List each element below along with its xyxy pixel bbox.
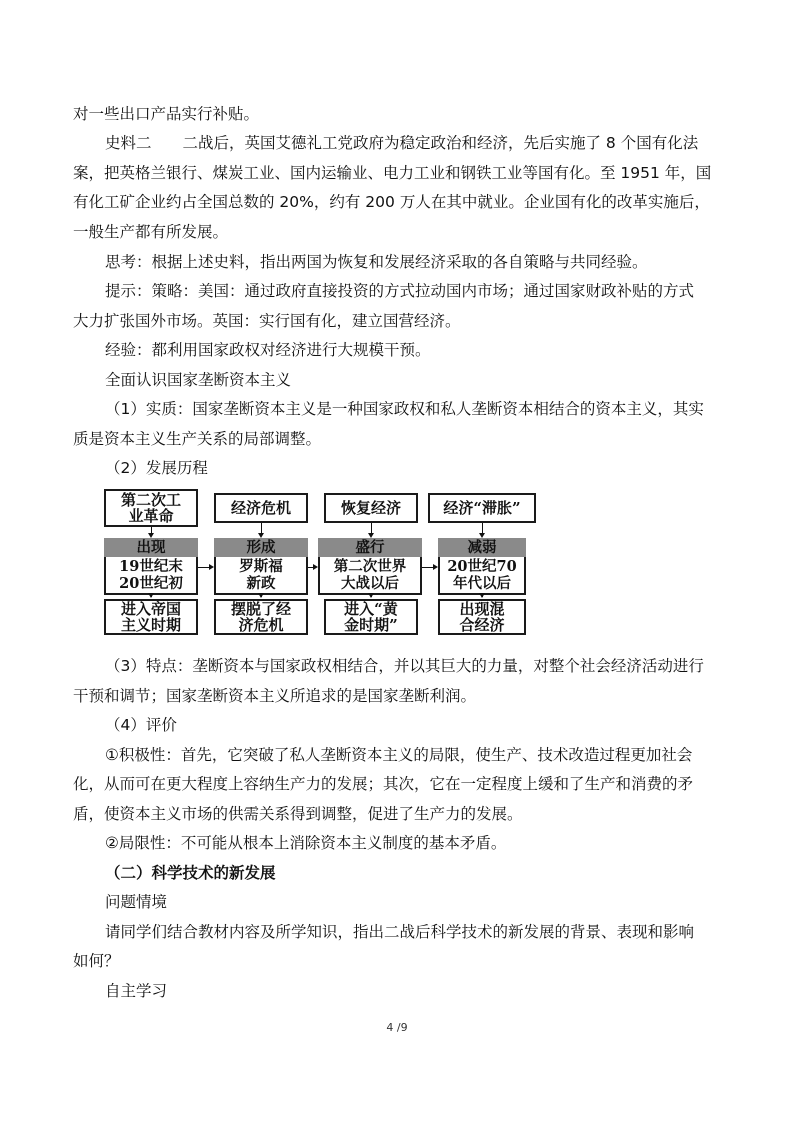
line-12: 质是资本主义生产关系的局部调整。 bbox=[73, 430, 322, 448]
top-box-2 bbox=[214, 493, 308, 523]
section-heading: （二）科学技术的新发展 bbox=[105, 864, 276, 882]
top-box-4-label: 经济“滞胀” bbox=[443, 499, 521, 517]
line-8: 大力扩张国外市场。英国：实行国有化，建立国营经济。 bbox=[73, 312, 461, 330]
arrow-right-1 bbox=[209, 564, 214, 570]
line-18: 化，从而可在更大程度上容纳生产力的发展；其次，它在一定程度上缓和了生产和消费的矛 bbox=[73, 775, 694, 793]
line-10: 全面认识国家垄断资本主义 bbox=[105, 371, 292, 389]
time-cell-3 bbox=[318, 557, 422, 595]
result-box-1-line-1: 进入帝国 bbox=[120, 600, 181, 618]
top-box-3-label: 恢复经济 bbox=[340, 499, 401, 517]
line-4: 有化工矿企业约占全国总数的 20%，约有 200 万人在其中就业。企业国有化的改革实施后， bbox=[73, 193, 710, 211]
arrow-right-2 bbox=[313, 564, 318, 570]
line-16: （4）评价 bbox=[105, 716, 177, 734]
result-box-2-line-1: 摆脱了经 bbox=[230, 600, 291, 618]
time-cell-2-line-1: 罗斯福 bbox=[239, 558, 283, 575]
result-box-2-line-2: 济危机 bbox=[238, 616, 284, 634]
line-2: 史料二 二战后，英国艾德礼工党政府为稳定政治和经济，先后实施了 8 个国有化法 bbox=[105, 134, 699, 152]
line-22: 问题情境 bbox=[105, 893, 168, 911]
arrow-right-3 bbox=[433, 564, 438, 570]
line-11: （1）实质：国家垄断资本主义是一种国家政权和私人垄断资本相结合的资本主义，其实 bbox=[105, 400, 704, 418]
time-cell-2 bbox=[214, 557, 308, 595]
development-flowchart bbox=[104, 489, 536, 635]
line-1: 对一些出口产品实行补贴。 bbox=[73, 105, 260, 123]
time-cell-4 bbox=[438, 557, 526, 595]
time-cell-4-line-2: 年代以后 bbox=[453, 575, 511, 592]
result-box-4-line-2: 合经济 bbox=[459, 616, 505, 634]
line-14: （3）特点：垄断资本与国家政权相结合，并以其巨大的力量，对整个社会经济活动进行 bbox=[105, 657, 704, 675]
time-cell-1 bbox=[104, 557, 198, 595]
arrow-down-1b bbox=[148, 593, 154, 598]
time-cell-1-line-1: 19世纪末 bbox=[119, 558, 183, 575]
result-box-4-line-1: 出现混 bbox=[459, 600, 505, 618]
line-3: 案，把英格兰银行、煤炭工业、国内运输业、电力工业和钢铁工业等国有化。至 1951 年，国 bbox=[73, 164, 712, 182]
stage-header-4: 减弱 bbox=[438, 538, 526, 557]
line-5: 一般生产都有所发展。 bbox=[73, 223, 229, 241]
line-23: 请同学们结合教材内容及所学知识，指出二战后科学技术的新发展的背景、表现和影响 bbox=[105, 923, 695, 941]
line-13: （2）发展历程 bbox=[105, 459, 208, 477]
result-box-3-line-2: 金时期” bbox=[344, 616, 398, 634]
time-cell-4-line-1: 20世纪70 bbox=[447, 558, 517, 575]
result-box-1 bbox=[104, 599, 198, 635]
line-15: 干预和调节；国家垄断资本主义所追求的是国家垄断利润。 bbox=[73, 687, 477, 705]
time-cell-3-line-2: 大战以后 bbox=[341, 575, 399, 592]
top-box-2-label: 经济危机 bbox=[230, 499, 291, 517]
line-7: 提示：策略：美国：通过政府直接投资的方式拉动国内市场；通过国家财政补贴的方式 bbox=[105, 282, 695, 300]
result-box-1-line-2: 主义时期 bbox=[120, 616, 181, 634]
line-25: 自主学习 bbox=[105, 982, 168, 1000]
arrow-down-3b bbox=[368, 593, 374, 598]
stage-header-3: 盛行 bbox=[318, 538, 422, 557]
top-box-1-line-1: 第二次工 bbox=[120, 491, 181, 509]
result-box-4 bbox=[438, 599, 526, 635]
top-box-1-line-2: 业革命 bbox=[128, 507, 174, 525]
arrow-down-4b bbox=[479, 593, 485, 598]
top-box-4 bbox=[428, 493, 536, 523]
line-20: ②局限性：不可能从根本上消除资本主义制度的基本矛盾。 bbox=[105, 834, 507, 852]
stage-header-1: 出现 bbox=[104, 538, 198, 557]
line-24: 如何？ bbox=[73, 952, 120, 970]
top-box-3 bbox=[324, 493, 418, 523]
arrow-down-2b bbox=[258, 593, 264, 598]
line-17: ①积极性：首先，它突破了私人垄断资本主义的局限，使生产、技术改造过程更加社会 bbox=[105, 746, 693, 764]
line-9: 经验：都利用国家政权对经济进行大规模干预。 bbox=[105, 341, 431, 359]
result-box-3-line-1: 进入“黄 bbox=[344, 600, 398, 618]
time-cell-1-line-2: 20世纪初 bbox=[119, 575, 183, 592]
result-box-2 bbox=[214, 599, 308, 635]
time-cell-3-line-1: 第二次世界 bbox=[333, 558, 407, 575]
time-cell-2-line-2: 新政 bbox=[246, 575, 276, 592]
page-number: 4 /9 bbox=[386, 1021, 408, 1034]
top-box-1 bbox=[104, 489, 198, 527]
line-19: 盾，使资本主义市场的供需关系得到调整，促进了生产力的发展。 bbox=[73, 805, 523, 823]
result-box-3 bbox=[324, 599, 418, 635]
stage-header-2: 形成 bbox=[214, 538, 308, 557]
line-6: 思考：根据上述史料，指出两国为恢复和发展经济采取的各自策略与共同经验。 bbox=[105, 253, 648, 271]
